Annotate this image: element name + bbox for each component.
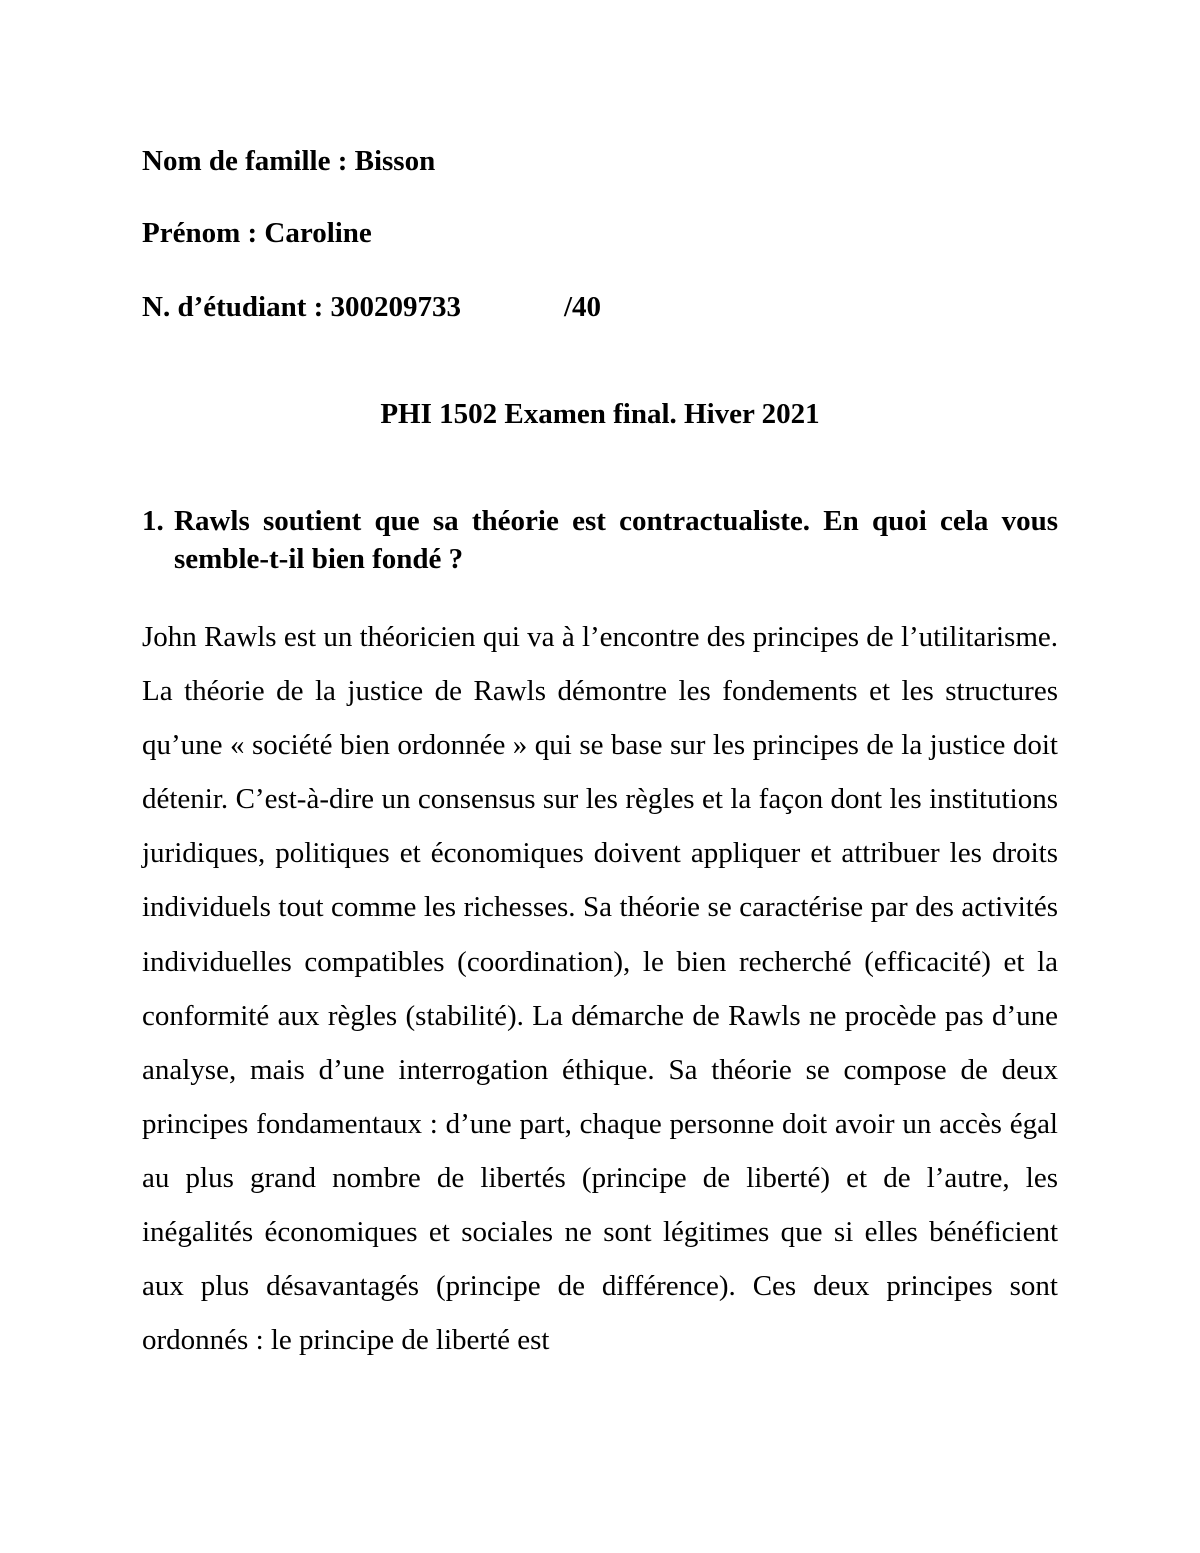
student-number-text: N. d’étudiant : 300209733 [142, 291, 462, 323]
question-number: 1. [142, 505, 164, 537]
firstname-text: Prénom : Caroline [142, 217, 372, 249]
score-text: /40 [564, 291, 602, 323]
score-line [564, 289, 601, 325]
surname-line [142, 143, 435, 179]
answer-paragraph: John Rawls est un théoricien qui va à l’encontre des principes de l’utilitarisme. La théorie de la justice de Rawls démontre les fondements et les structures qu’une « société bien ordonnée » qui se base sur les principes de la justice doit détenir. C’est-à-dire un consensus sur les règles et la façon dont les institutions juridiques, politiques et économiques doivent appliquer et attribuer les droits individuels tout comme les richesses. Sa théorie se caractérise par des activités individuelles compatibles (coordination), le bien recherché (efficacité) et la conformité aux règles (stabilité). La démarche de Rawls ne procède pas d’une analyse, mais d’une interrogation éthique. Sa théorie se compose de deux principes fondamentaux : d’une part, chaque personne doit avoir un accès égal au plus grand nombre de libertés (principe de liberté) et de l’autre, les inégalités économiques et sociales ne sont légitimes que si elles bénéficient aux plus désavantagés (principe de différence). Ces deux principes sont ordonnés : le principe de liberté est [142, 621, 1058, 1357]
firstname-line [142, 215, 372, 251]
surname-text: Nom de famille : Bisson [142, 145, 436, 177]
question-text: Rawls soutient que sa théorie est contractualiste. En quoi cela vous semble-t-il bien fondé ? [174, 505, 1058, 575]
exam-title: PHI 1502 Examen final. Hiver 2021 [380, 398, 820, 430]
question-1 [142, 502, 1058, 578]
student-number-line [142, 289, 461, 325]
